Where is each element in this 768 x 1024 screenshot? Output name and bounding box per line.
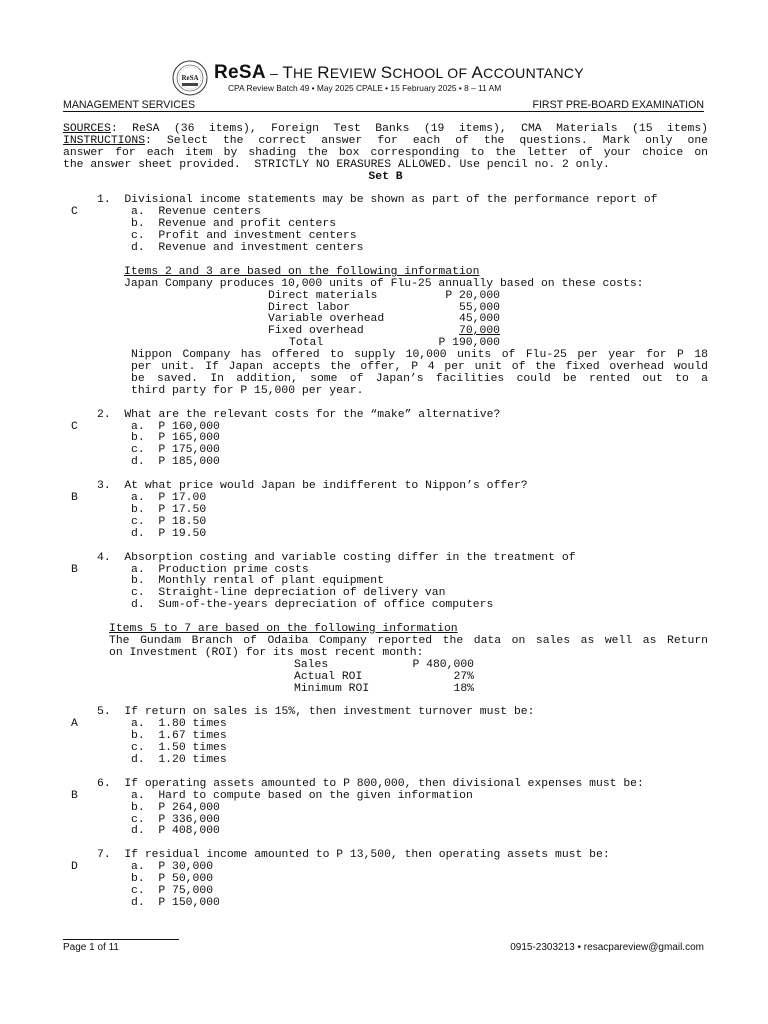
- page-number: Page 1 of 11: [63, 942, 119, 953]
- question-3: [63, 481, 708, 540]
- question-2: [63, 410, 708, 469]
- question-stem: 1. Divisional income statements may be shown as part of the performance report of: [97, 194, 658, 207]
- choice: b. 1.67 times: [131, 730, 227, 743]
- cost-row: Variable overhead 45,000: [268, 313, 500, 326]
- exam-label: FIRST PRE-BOARD EXAMINATION: [532, 99, 704, 111]
- info-title: Items 2 and 3 are based on the following information: [124, 265, 480, 278]
- footer-divider: [63, 939, 179, 940]
- info-line: The Gundam Branch of Odaiba Company reported the data on sales as well as Return: [109, 634, 708, 647]
- cost-row: Direct materials P 20,000: [268, 289, 500, 302]
- resa-logo: [172, 60, 208, 96]
- question-5: [63, 707, 708, 766]
- info-line: on Investment (ROI) for its most recent month:: [109, 646, 424, 659]
- header-divider: [63, 111, 704, 112]
- choice: c. P 75,000: [131, 884, 214, 897]
- choice: b. P 50,000: [131, 873, 214, 886]
- info-para: Nippon Company has offered to supply 10,000 units of Flu-25 per year for P 18: [131, 349, 708, 362]
- instructions-line: INSTRUCTIONS: Select the correct answer for each of the questions. Mark only one: [63, 134, 708, 147]
- data-row: Sales P 480,000: [294, 658, 474, 671]
- choice: b. Monthly rental of plant equipment: [131, 575, 384, 588]
- answer-key: B: [71, 492, 78, 505]
- question-1: [63, 195, 708, 254]
- choice: a. P 160,000: [131, 420, 220, 433]
- subject-label: MANAGEMENT SERVICES: [63, 99, 196, 111]
- instructions-line: answer for each item by shading the box corresponding to the letter of your choice on: [63, 146, 708, 159]
- cost-row: Direct labor 55,000: [268, 301, 500, 314]
- answer-key: C: [71, 420, 78, 433]
- info-para: be saved. In addition, some of Japan’s facilities could be rented out to a: [131, 372, 708, 385]
- question-stem: 5. If return on sales is 15%, then investment turnover must be:: [97, 706, 535, 719]
- choice: a. P 30,000: [131, 861, 214, 874]
- cost-row: Fixed overhead 70,000: [268, 325, 500, 338]
- question-stem: 3. At what price would Japan be indifferent to Nippon’s offer?: [97, 480, 528, 493]
- choice: d. Revenue and investment centers: [131, 242, 364, 255]
- question-stem: 2. What are the relevant costs for the “make” alternative?: [97, 408, 501, 421]
- choice: d. P 185,000: [131, 456, 220, 469]
- answer-key: C: [71, 206, 78, 219]
- info-para: per unit. If Japan accepts the offer, P 4 per unit of the fixed overhead would: [131, 361, 708, 374]
- answer-key: D: [71, 861, 78, 874]
- question-7: [63, 850, 708, 909]
- choice: b. P 264,000: [131, 801, 220, 814]
- set-label: Set B: [368, 170, 403, 183]
- logo-text: ReSA: [181, 74, 199, 82]
- info-line: Japan Company produces 10,000 units of Flu-25 annually based on these costs:: [124, 277, 644, 290]
- choice: a. Production prime costs: [131, 563, 309, 576]
- data-row: Actual ROI 27%: [294, 670, 474, 683]
- choice: d. 1.20 times: [131, 753, 227, 766]
- instructions-line: the answer sheet provided. STRICTLY NO ERASURES ALLOWED. Use pencil no. 2 only.: [63, 158, 610, 171]
- choice: d. P 19.50: [131, 527, 207, 540]
- choice: d. P 150,000: [131, 896, 220, 909]
- choice: a. 1.80 times: [131, 718, 227, 731]
- choice: c. P 18.50: [131, 515, 207, 528]
- choice: d. P 408,000: [131, 825, 220, 838]
- choice: b. P 17.50: [131, 503, 207, 516]
- data-row: Minimum ROI 18%: [294, 682, 474, 695]
- choice: a. P 17.00: [131, 492, 207, 505]
- choice: c. Profit and investment centers: [131, 230, 357, 243]
- cost-total-row: Total P 190,000: [289, 337, 500, 350]
- question-4: [63, 553, 708, 612]
- choice: b. P 165,000: [131, 432, 220, 445]
- question-6: [63, 779, 708, 838]
- info-items-5-7: [63, 624, 708, 695]
- contact-info: 0915-2303213 • resacpareview@gmail.com: [510, 942, 704, 953]
- choice: a. Hard to compute based on the given information: [131, 789, 473, 802]
- choice: c. P 175,000: [131, 444, 220, 457]
- info-para: third party for P 15,000 per year.: [131, 384, 364, 397]
- sources-line: SOURCES: ReSA (36 items), Foreign Test Banks (19 items), CMA Materials (15 items): [63, 123, 708, 135]
- batch-subtitle: CPA Review Batch 49 • May 2025 CPALE • 15 February 2025 • 8 – 11 AM: [228, 83, 502, 93]
- question-stem: 7. If residual income amounted to P 13,500, then operating assets must be:: [97, 849, 610, 862]
- choice: d. Sum-of-the-years depreciation of office computers: [131, 599, 494, 612]
- exam-body: [63, 124, 708, 910]
- choice: a. Revenue centers: [131, 206, 261, 219]
- info-title: Items 5 to 7 are based on the following information: [109, 623, 458, 636]
- answer-key: A: [71, 718, 78, 731]
- question-stem: 6. If operating assets amounted to P 800,000, then divisional expenses must be:: [97, 777, 644, 790]
- answer-key: B: [71, 789, 78, 802]
- choice: c. 1.50 times: [131, 742, 227, 755]
- choice: c. Straight-line depreciation of delivery van: [131, 587, 446, 600]
- info-items-2-3: [63, 267, 708, 398]
- school-title: ReSA – THE REVIEW SCHOOL OF ACCOUNTANCY: [214, 62, 584, 83]
- choice: c. P 336,000: [131, 813, 220, 826]
- question-stem: 4. Absorption costing and variable costing differ in the treatment of: [97, 551, 576, 564]
- choice: b. Revenue and profit centers: [131, 218, 337, 231]
- answer-key: B: [71, 563, 78, 576]
